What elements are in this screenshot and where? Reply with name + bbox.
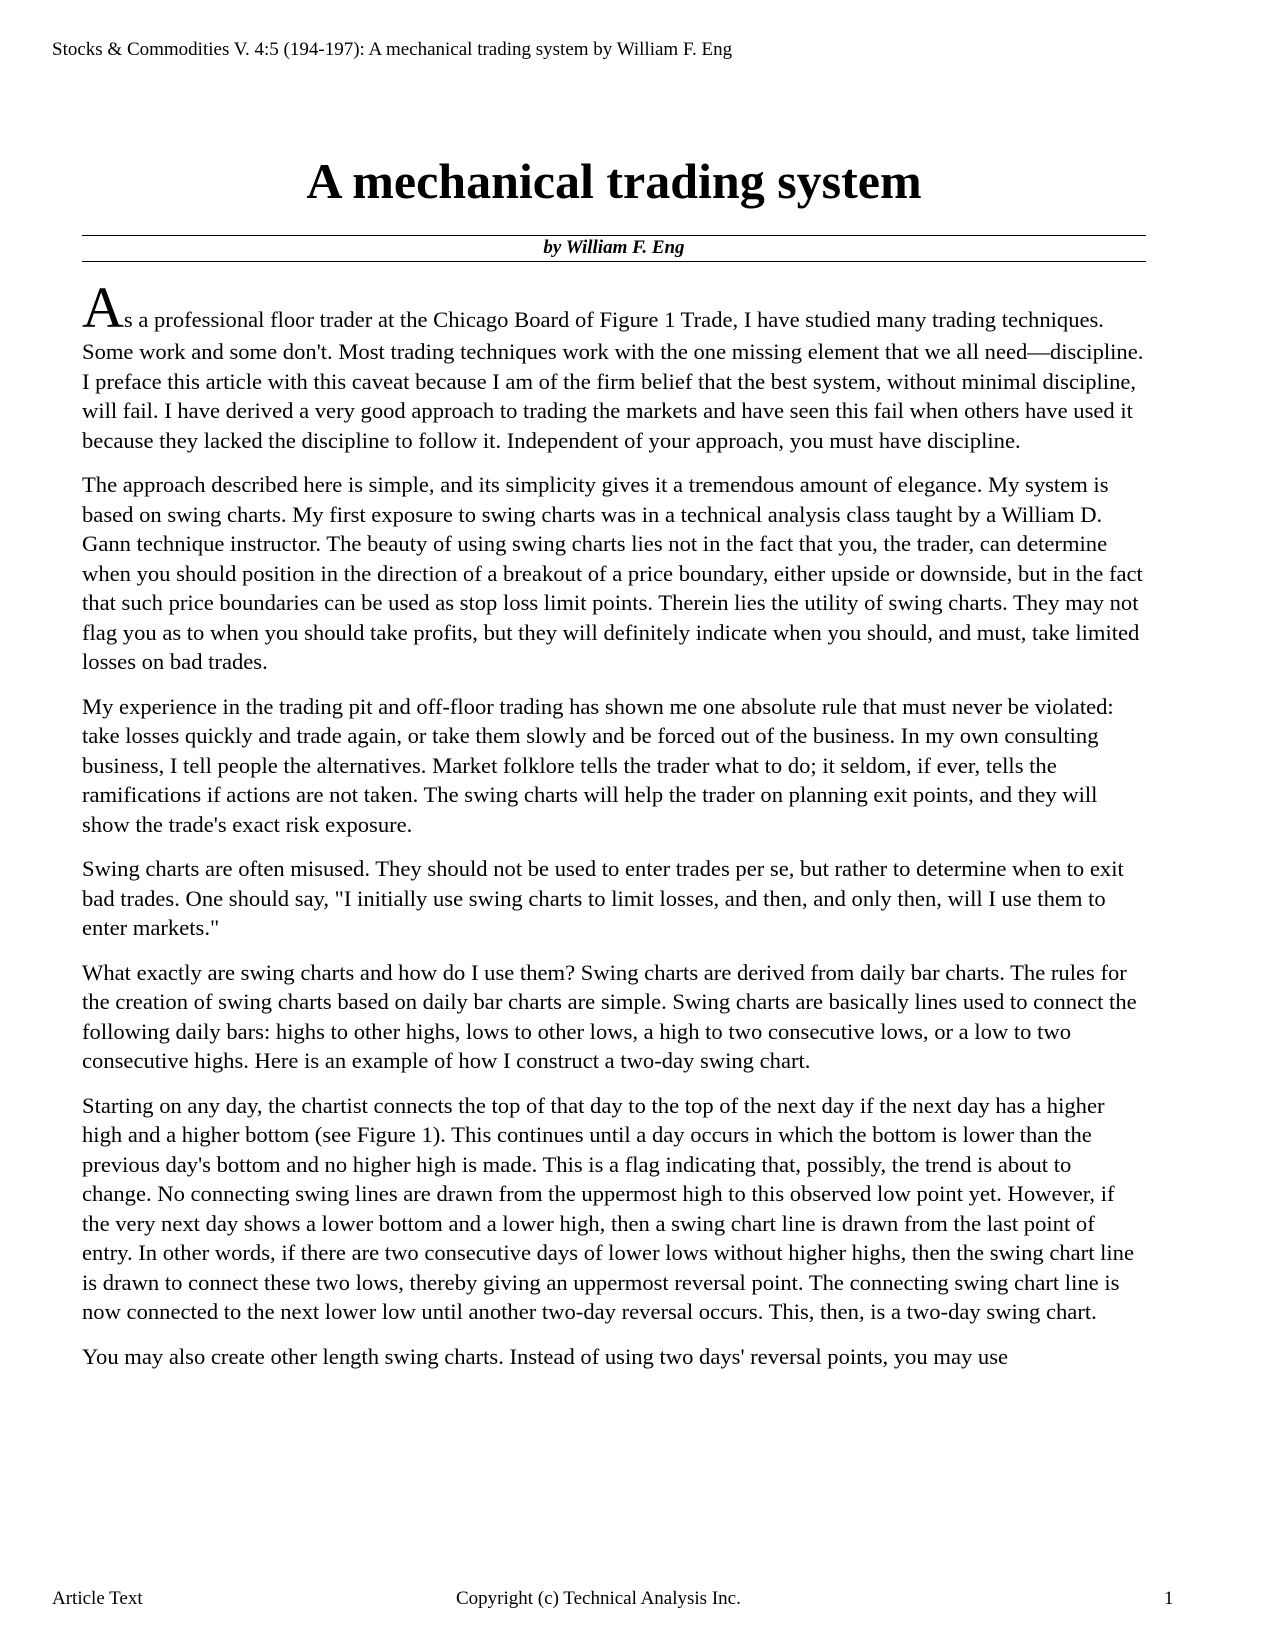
footer-section-label: Article Text bbox=[52, 1588, 143, 1609]
drop-cap: A bbox=[82, 279, 124, 340]
paragraph-1-text: s a professional floor trader at the Chicago Board of Figure 1 Trade, I have studied many trading techniques. Some work and some don't. Most trading techniques work with the one missing element that we all need—discipline. I preface this article with this caveat because I am of the firm belief that the best system, without minimal discipline, will fail. I have derived a very good approach to trading the markets and have seen this fail when others have used it because they lacked the discipline to follow it. Independent of your approach, you must have discipline. bbox=[82, 307, 1144, 453]
paragraph-1 bbox=[82, 279, 1146, 455]
article-title: A mechanical trading system bbox=[306, 153, 922, 209]
paragraph-2: The approach described here is simple, and its simplicity gives it a tremendous amount of elegance. My system is based on swing charts. My first exposure to swing charts was in a technical analysis class taught by a William D. Gann technique instructor. The beauty of using swing charts lies not in the fact that you, the trader, can determine when you should position in the direction of a breakout of a price boundary, either upside or downside, but in the fact that such price boundaries can be used as stop loss limit points. Therein lies the utility of swing charts. They may not flag you as to when you should take profits, but they will definitely indicate when you should, and must, take limited losses on bad trades. bbox=[82, 472, 1143, 674]
paragraph-3: My experience in the trading pit and off-floor trading has shown me one absolute rule that must never be violated: take losses quickly and trade again, or take them slowly and be forced out of the business. In my own consulting business, I tell people the alternatives. Market folklore tells the trader what to do; it seldom, if ever, tells the ramifications if actions are not taken. The swing charts will help the trader on planning exit points, and they will show the trade's exact risk exposure. bbox=[82, 693, 1114, 837]
paragraph-7: You may also create other length swing charts. Instead of using two days' reversal points, you may use bbox=[82, 1343, 1009, 1369]
paragraph-5: What exactly are swing charts and how do I use them? Swing charts are derived from daily bar charts. The rules for the creation of swing charts based on daily bar charts are simple. Swing charts are basically lines used to connect the following daily bars: highs to other highs, lows to other lows, a high to two consecutive lows, or a low to two consecutive highs. Here is an example of how I construct a two-day swing chart. bbox=[82, 959, 1137, 1073]
paragraph-6: Starting on any day, the chartist connects the top of that day to the top of the next day if the next day has a higher high and a higher bottom (see Figure 1). This continues until a day occurs in which the bottom is lower than the previous day's bottom and no higher high is made. This is a flag indicating that, possibly, the trend is about to change. No connecting swing lines are drawn from the uppermost high to this observed low point yet. However, if the very next day shows a lower bottom and a lower high, then a swing chart line is drawn from the last point of entry. In other words, if there are two consecutive days of lower lows without higher highs, then the swing chart line is drawn to connect these two lows, thereby giving an uppermost reversal point. The connecting swing chart line is now connected to the next lower low until another two-day reversal occurs. This, then, is a two-day swing chart. bbox=[82, 1092, 1135, 1324]
paragraph-4: Swing charts are often misused. They should not be used to enter trades per se, but rather to determine when to exit bad trades. One should say, "I initially use swing charts to limit losses, and then, and only then, will I use them to enter markets." bbox=[82, 856, 1124, 940]
article-body bbox=[82, 279, 1146, 1476]
byline: by William F. Eng bbox=[543, 237, 685, 258]
byline-rule-bottom bbox=[82, 261, 1146, 262]
footer-copyright: Copyright (c) Technical Analysis Inc. bbox=[456, 1588, 741, 1609]
running-header: Stocks & Commodities V. 4:5 (194-197): A mechanical trading system by William F. Eng bbox=[52, 39, 733, 60]
page-number: 1 bbox=[1164, 1588, 1174, 1609]
